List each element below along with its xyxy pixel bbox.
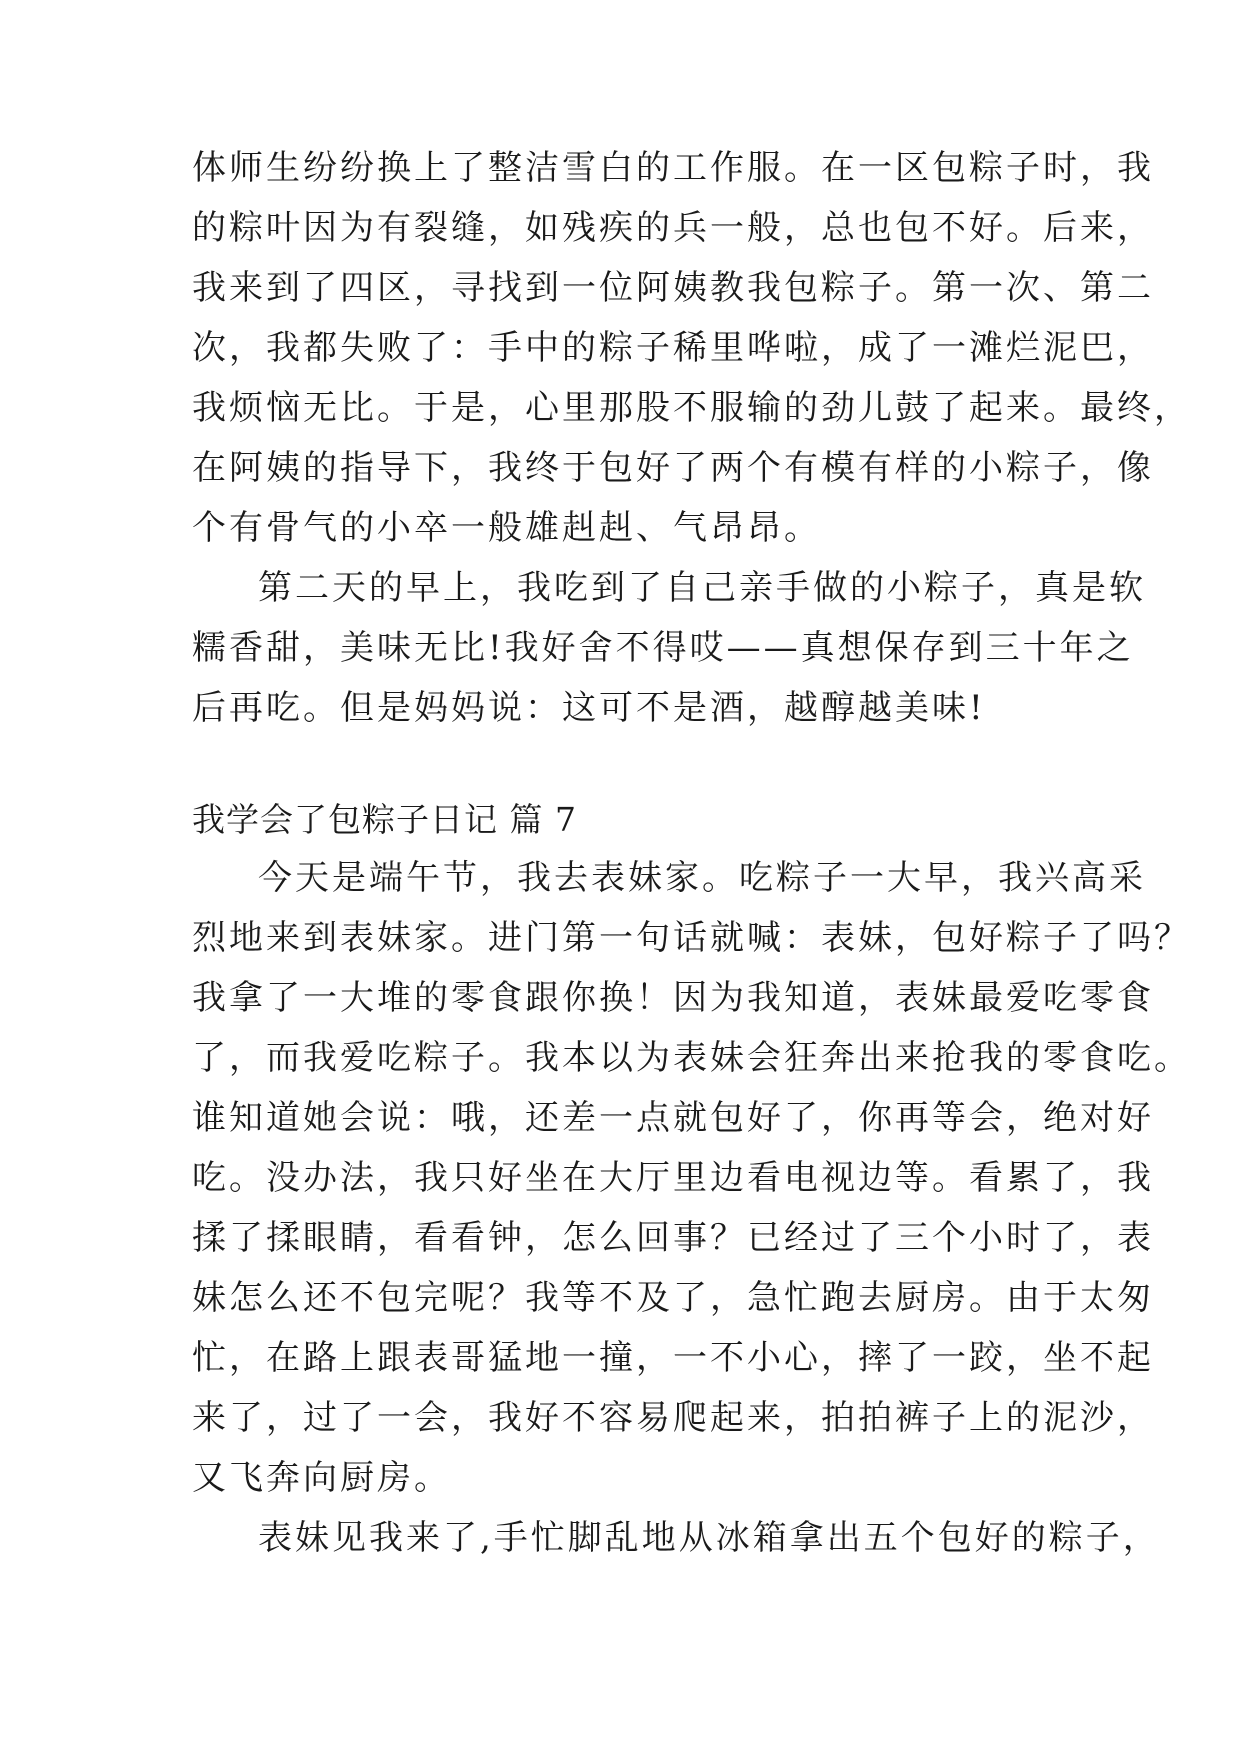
paragraph-line: 体师生纷纷换上了整洁雪白的工作服。在一区包粽子时，我 (192, 148, 1154, 188)
paragraph-line: 来了，过了一会，我好不容易爬起来，拍拍裤子上的泥沙， (192, 1398, 1154, 1438)
paragraph-line: 我来到了四区，寻找到一位阿姨教我包粽子。第一次、第二 (192, 268, 1154, 308)
paragraph-line: 忙，在路上跟表哥猛地一撞，一不小心，摔了一跤，坐不起 (192, 1338, 1154, 1378)
paragraph-line: 揉了揉眼睛，看看钟，怎么回事？已经过了三个小时了，表 (192, 1218, 1154, 1258)
paragraph-line: 的粽叶因为有裂缝，如残疾的兵一般，总也包不好。后来， (192, 208, 1154, 248)
paragraph-line: 我拿了一大堆的零食跟你换！因为我知道，表妹最爱吃零食 (192, 978, 1154, 1018)
paragraph-line: 吃。没办法，我只好坐在大厅里边看电视边等。看累了，我 (192, 1158, 1154, 1198)
paragraph-line: 在阿姨的指导下，我终于包好了两个有模有样的小粽子，像 (192, 448, 1154, 488)
paragraph-line: 表妹见我来了,手忙脚乱地从冰箱拿出五个包好的粽子， (258, 1518, 1160, 1558)
paragraph-line: 今天是端午节，我去表妹家。吃粽子一大早，我兴高采 (258, 858, 1146, 898)
paragraph-line: 又飞奔向厨房。 (192, 1458, 451, 1498)
paragraph-line: 了，而我爱吃粽子。我本以为表妹会狂奔出来抢我的零食吃。 (192, 1038, 1191, 1078)
paragraph-line: 第二天的早上，我吃到了自己亲手做的小粽子，真是软 (258, 568, 1146, 608)
paragraph-line: 个有骨气的小卒一般雄赳赳、气昂昂。 (192, 508, 821, 548)
paragraph-line: 后再吃。但是妈妈说：这可不是酒，越醇越美味! (192, 688, 986, 728)
paragraph-line: 我烦恼无比。于是，心里那股不服输的劲儿鼓了起来。最终， (192, 388, 1191, 428)
paragraph-line: 烈地来到表妹家。进门第一句话就喊：表妹，包好粽子了吗？ (192, 918, 1191, 958)
paragraph-line: 糯香甜，美味无比!我好舍不得哎——真想保存到三十年之 (192, 628, 1134, 668)
paragraph-line: 妹怎么还不包完呢？我等不及了，急忙跑去厨房。由于太匆 (192, 1278, 1154, 1318)
paragraph-line: 谁知道她会说：哦，还差一点就包好了，你再等会，绝对好 (192, 1098, 1154, 1138)
paragraph-line: 次，我都失败了：手中的粽子稀里哗啦，成了一滩烂泥巴， (192, 328, 1154, 368)
section-heading: 我学会了包粽子日记 篇 7 (192, 800, 577, 839)
